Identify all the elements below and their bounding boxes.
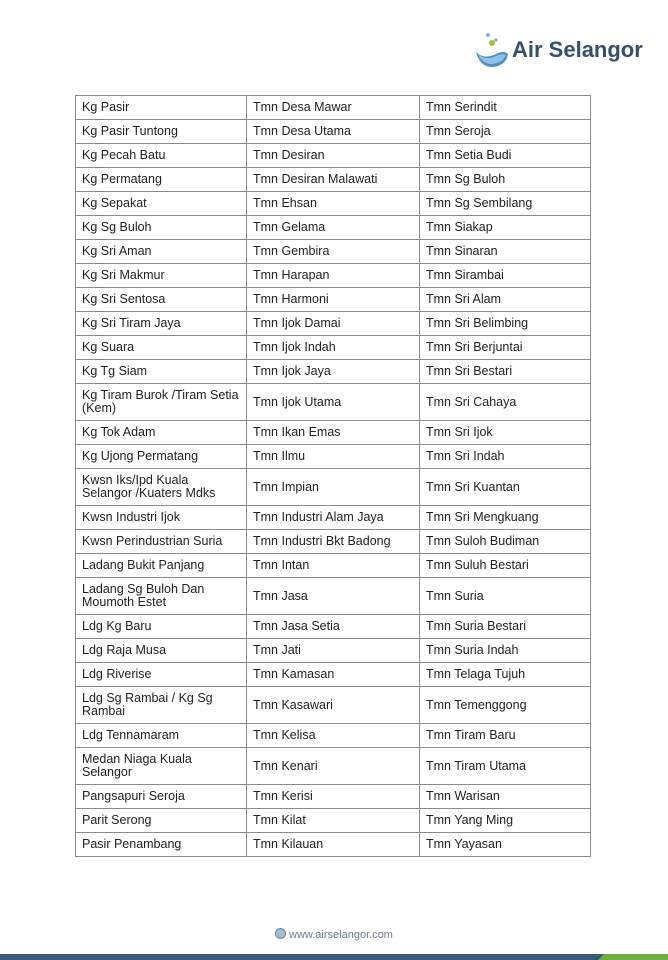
locations-table xyxy=(75,95,591,857)
table-cell: Tmn Sri Bestari xyxy=(420,360,591,384)
table-cell: Tmn Ehsan xyxy=(247,192,420,216)
table-cell: Kg Tiram Burok /Tiram Setia (Kem) xyxy=(76,384,247,421)
table-row xyxy=(76,530,591,554)
table-row xyxy=(76,445,591,469)
table-cell: Ladang Sg Buloh Dan Moumoth Estet xyxy=(76,578,247,615)
table-cell: Tmn Sri Mengkuang xyxy=(420,506,591,530)
table-cell: Tmn Serindit xyxy=(420,96,591,120)
table-cell: Tmn Ijok Utama xyxy=(247,384,420,421)
table-cell: Tmn Jasa Setia xyxy=(247,615,420,639)
table-cell: Tmn Desiran xyxy=(247,144,420,168)
table-cell: Tmn Sg Buloh xyxy=(420,168,591,192)
table-cell: Tmn Sri Cahaya xyxy=(420,384,591,421)
table-cell: Tmn Desa Mawar xyxy=(247,96,420,120)
table-cell: Tmn Ijok Jaya xyxy=(247,360,420,384)
table-cell: Kg Pasir xyxy=(76,96,247,120)
table-cell: Kg Pasir Tuntong xyxy=(76,120,247,144)
water-drop-logo-icon xyxy=(474,30,510,70)
table-cell: Pangsapuri Seroja xyxy=(76,785,247,809)
table-row xyxy=(76,554,591,578)
table-cell: Ldg Kg Baru xyxy=(76,615,247,639)
table-cell: Tmn Sri Berjuntai xyxy=(420,336,591,360)
table-cell: Tmn Suria Bestari xyxy=(420,615,591,639)
table-cell: Pasir Penambang xyxy=(76,833,247,857)
table-row xyxy=(76,687,591,724)
table-row xyxy=(76,312,591,336)
table-cell: Ldg Raja Musa xyxy=(76,639,247,663)
table-cell: Tmn Ijok Damai xyxy=(247,312,420,336)
table-cell: Tmn Kilat xyxy=(247,809,420,833)
table-row xyxy=(76,192,591,216)
table-cell: Tmn Tiram Baru xyxy=(420,724,591,748)
table-row xyxy=(76,360,591,384)
table-cell: Tmn Seroja xyxy=(420,120,591,144)
table-cell: Tmn Desa Utama xyxy=(247,120,420,144)
table-cell: Kg Sepakat xyxy=(76,192,247,216)
table-row xyxy=(76,336,591,360)
table-cell: Tmn Kasawari xyxy=(247,687,420,724)
table-row xyxy=(76,663,591,687)
table-row xyxy=(76,288,591,312)
table-cell: Tmn Sri Indah xyxy=(420,445,591,469)
table-cell: Ldg Riverise xyxy=(76,663,247,687)
table-row xyxy=(76,724,591,748)
table-cell: Tmn Ilmu xyxy=(247,445,420,469)
table-cell: Tmn Yang Ming xyxy=(420,809,591,833)
table-row xyxy=(76,748,591,785)
table-cell: Tmn Setia Budi xyxy=(420,144,591,168)
table-row xyxy=(76,639,591,663)
table-cell: Tmn Kerisi xyxy=(247,785,420,809)
table-cell: Tmn Sri Kuantan xyxy=(420,469,591,506)
table-row xyxy=(76,144,591,168)
table-cell: Tmn Sri Alam xyxy=(420,288,591,312)
table-cell: Kwsn Industri Ijok xyxy=(76,506,247,530)
table-cell: Kg Tg Siam xyxy=(76,360,247,384)
table-cell: Kg Suara xyxy=(76,336,247,360)
table-cell: Tmn Jasa xyxy=(247,578,420,615)
table-row xyxy=(76,833,591,857)
table-row xyxy=(76,96,591,120)
table-row xyxy=(76,264,591,288)
table-cell: Tmn Industri Alam Jaya xyxy=(247,506,420,530)
table-cell: Tmn Sri Ijok xyxy=(420,421,591,445)
table-cell: Tmn Kenari xyxy=(247,748,420,785)
table-row xyxy=(76,578,591,615)
table-cell: Tmn Harapan xyxy=(247,264,420,288)
table-cell: Tmn Gembira xyxy=(247,240,420,264)
table-cell: Tmn Ikan Emas xyxy=(247,421,420,445)
table-cell: Tmn Impian xyxy=(247,469,420,506)
table-cell: Tmn Ijok Indah xyxy=(247,336,420,360)
table-cell: Ladang Bukit Panjang xyxy=(76,554,247,578)
table-cell: Medan Niaga Kuala Selangor xyxy=(76,748,247,785)
table-row xyxy=(76,785,591,809)
table-cell: Tmn Desiran Malawati xyxy=(247,168,420,192)
table-row xyxy=(76,240,591,264)
table-cell: Tmn Sirambai xyxy=(420,264,591,288)
table-row xyxy=(76,809,591,833)
table-row xyxy=(76,120,591,144)
table-cell: Tmn Siakap xyxy=(420,216,591,240)
table-cell: Kg Sri Tiram Jaya xyxy=(76,312,247,336)
table-cell: Tmn Tiram Utama xyxy=(420,748,591,785)
table-row xyxy=(76,216,591,240)
table-cell: Tmn Sg Sembilang xyxy=(420,192,591,216)
table-cell: Kg Permatang xyxy=(76,168,247,192)
table-row xyxy=(76,421,591,445)
table-cell: Tmn Sinaran xyxy=(420,240,591,264)
table-row xyxy=(76,168,591,192)
table-cell: Tmn Telaga Tujuh xyxy=(420,663,591,687)
table-cell: Parit Serong xyxy=(76,809,247,833)
table-cell: Tmn Kamasan xyxy=(247,663,420,687)
table-cell: Tmn Jati xyxy=(247,639,420,663)
table-row xyxy=(76,506,591,530)
table-cell: Kwsn Perindustrian Suria xyxy=(76,530,247,554)
table-cell: Kg Sri Makmur xyxy=(76,264,247,288)
table-cell: Tmn Sri Belimbing xyxy=(420,312,591,336)
table-cell: Kg Tok Adam xyxy=(76,421,247,445)
footer-accent-stripe xyxy=(598,954,668,960)
table-cell: Tmn Yayasan xyxy=(420,833,591,857)
table-cell: Kg Pecah Batu xyxy=(76,144,247,168)
table-row xyxy=(76,615,591,639)
website-link[interactable]: www.airselangor.com xyxy=(289,929,393,941)
table-cell: Tmn Suria Indah xyxy=(420,639,591,663)
table-cell: Tmn Intan xyxy=(247,554,420,578)
table-cell: Tmn Harmoni xyxy=(247,288,420,312)
table-cell: Tmn Warisan xyxy=(420,785,591,809)
table-cell: Tmn Industri Bkt Badong xyxy=(247,530,420,554)
table-cell: Kg Sg Buloh xyxy=(76,216,247,240)
table-cell: Ldg Tennamaram xyxy=(76,724,247,748)
table-cell: Tmn Gelama xyxy=(247,216,420,240)
globe-icon xyxy=(275,928,286,939)
table-cell: Kg Ujong Permatang xyxy=(76,445,247,469)
air-selangor-logo xyxy=(474,28,643,72)
footer-band xyxy=(0,954,668,960)
table-cell: Tmn Kelisa xyxy=(247,724,420,748)
table-cell: Kg Sri Aman xyxy=(76,240,247,264)
table-row xyxy=(76,469,591,506)
table-row xyxy=(76,384,591,421)
table-cell: Kwsn Iks/Ipd Kuala Selangor /Kuaters Mdks xyxy=(76,469,247,506)
website-footer[interactable] xyxy=(0,928,668,941)
table-cell: Tmn Kilauan xyxy=(247,833,420,857)
table-cell: Ldg Sg Rambai / Kg Sg Rambai xyxy=(76,687,247,724)
table-cell: Tmn Suria xyxy=(420,578,591,615)
table-cell: Tmn Suloh Budiman xyxy=(420,530,591,554)
table-cell: Kg Sri Sentosa xyxy=(76,288,247,312)
table-cell: Tmn Temenggong xyxy=(420,687,591,724)
table-cell: Tmn Suluh Bestari xyxy=(420,554,591,578)
brand-name: Air Selangor xyxy=(512,37,643,62)
